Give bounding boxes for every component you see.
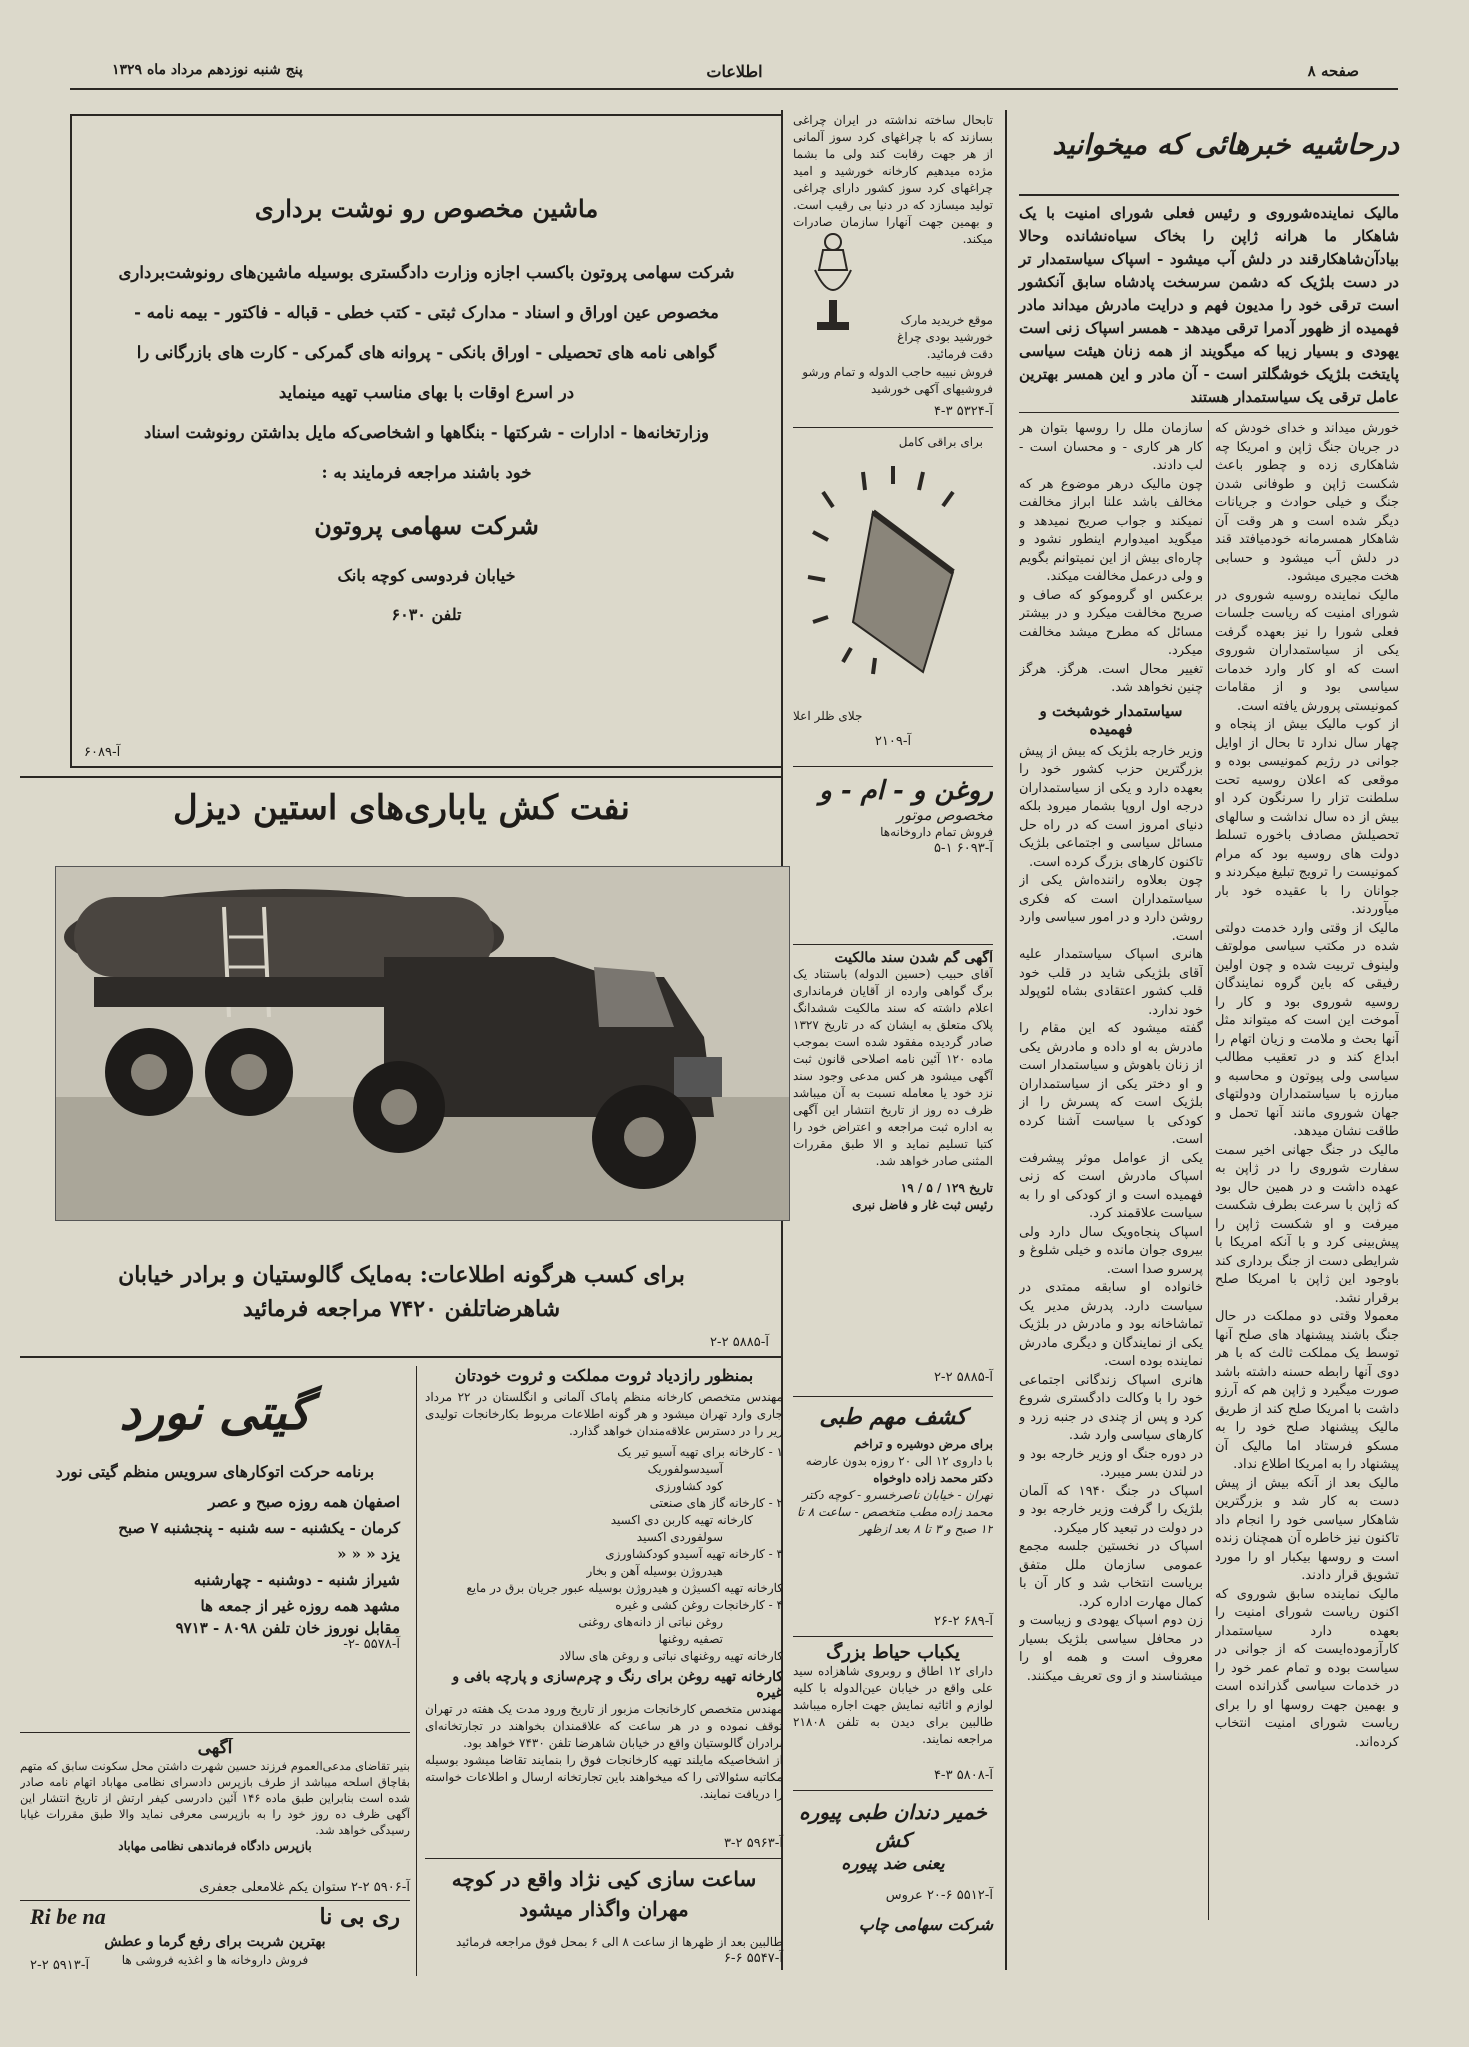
paragraph: خانواده او سابقه ممتدی در سیاست دارد. پدرش مدیر یک تماشاخانه بود و مادرش در بلژیک یکی از نمایندگان و دیگری مادرش نماینده بوده است. <box>1019 1280 1203 1369</box>
column-divider <box>1208 420 1209 1920</box>
watch-shop-ad <box>425 1864 783 1974</box>
paragraph: چون مالیک درهر موضوع هر که مخالف باشد علنا ابراز مخالفت نمیکند و جواب صریح نمیدهد و میگوید امیدوارم اینطور نشود و چاره‌ای بیش از این نمیتوانم بگویم و ولی درعمل مخالفت میکند. <box>1019 476 1203 584</box>
paragraph: مالیک نماینده سابق شوروی که اکنون ریاست شورای امنیت را بعهده دارد سیاستمدار کارآزموده‌ایست که از جوانی در سیاست بوده و تمام عمر خود را در خدمات سیاسی گذرانده است و بهمین جهت روسها او را برای ریاست شورای امنیت انتخاب کرده‌اند. <box>1215 1586 1399 1750</box>
proton-line: وزارتخانه‌ها - ادارات - شرکتها - بنگاهها و اشخاصی‌که مایل بداشتن رونوشت اسناد <box>144 423 709 442</box>
house-code: آ-۵۸۰۸ ۳-۴ <box>933 1768 993 1783</box>
factory-item: کارخانه تهیه اکسیژن و هیدروژن بوسیله عبور جریان برق در مایع <box>466 1581 783 1595</box>
proton-company: شرکت سهامی پروتون <box>314 511 539 540</box>
title-rule <box>1019 194 1399 196</box>
discovery-line: تهران - خیابان ناصرخسرو - کوچه دکتر محمد زاده مطب متخصص - ساعت ۸ تا ۱۲ صبح و ۳ تا ۸ بعد ازظهر <box>797 1488 993 1536</box>
oil-brand: روغن و - ام - و <box>819 776 993 806</box>
watch-title: ساعت سازی کیی نژاد واقع در کوچه مهران واگذار میشود <box>451 1867 757 1921</box>
lost-deed-notice <box>793 950 993 1396</box>
lamp-ad-code: آ-۵۳۲۴ ۳-۴ <box>933 404 993 419</box>
section-rule <box>20 1356 783 1358</box>
notice-body: آقای حبیب (حسین الدوله) باستناد یک برگ گواهی وارده از آقایان فرمانداری اعلام داشته که سند مالکیت ششدانگ پلاک متعلق به ایشان که در تاریخ ۱۳۲۷ صادر گردیده مفقود شده است بموجب ماده ۱۲۰ آئین نامه اصلاحی قانون ثبت آگهی میشود هر کس مدعی وجود سند نزد خود یا معامله نسبت به آن میباشد ظرف ده روز از تاریخ انتشار این آگهی به اداره ثبت مراجعه و اعتراض خود را کتبا تسلیم نماید و الا طبق مقررات المثنی صادر خواهد شد. <box>793 967 993 1168</box>
giti-nord-ad <box>20 1370 410 1730</box>
proton-body <box>72 253 781 493</box>
paragraph: برعکس او گروموکو که صاف و صریح مخالفت میکرد و در بیشتر مسائل که مطرح میشد مخالفت میکرد. <box>1019 587 1203 658</box>
column-lead: مالیک نماینده‌شوروی و رئیس فعلی شورای امنیت با یک شاهکار ما هرانه ژاپن را بخاک سیاه‌نشانده وحالا بیادآن‌شاهکارقند در دلش آب میشود - اسپاک سیاستمدار تر در دست بلژیک که دشمن سرسخت پادشاه سابق آنکشور است ترقی خود را مدیون فهم و درایت مادرش میداند مادر فهمیده از ظهور آدمرا ترقی میدهد - همسر اسپاک زنی است یهودی و بسیار زیبا که میگویند از همه زنان هیئت سیاسی پایتخت بلژیک خوشگلتر است - آن مادر و این همسر بهترین عامل ترقی یک سیاستمدار هستند <box>1019 204 1399 406</box>
giti-code: آ-۵۵۷۸ -۲- <box>343 1637 400 1652</box>
ad-divider <box>793 766 993 767</box>
ribena-line: فروش داروخانه ها و اغذیه فروشی ها <box>121 1953 309 1967</box>
factories-outro: از اشخاصیکه مایلند تهیه کارخانجات فوق را بنمایند تقاضا میشود بوسیله مکاتبه سئوالاتی را که میخواهند باین تجارتخانه ارسال و اطلاعات خواسته را دریافت نمایند. <box>425 1753 783 1801</box>
house-title: یکباب حیاط بزرگ <box>826 1642 960 1663</box>
proton-phone: تلفن ۶۰۳۰ <box>391 605 462 624</box>
notice-code: آ-۵۹۰۶ ۲-۲ ستوان یکم غلامعلی جعفری <box>199 1880 410 1895</box>
column-rule <box>416 1366 417 1976</box>
factories-code: آ-۵۹۶۳ ۲-۳ <box>723 1836 783 1851</box>
schedule-row: اصفهان همه روزه صبح و عصر <box>208 1493 400 1511</box>
column-text-b <box>1019 420 1203 1920</box>
house-body: دارای ۱۲ اطاق و روبروی شاهزاده سید علی واقع در خیابان عین‌الدوله با کلیه لوازم و اثاثیه نمایش جهت اجاره میباشد طالبین برای دیدن به تلفن ۲۱۸۰۸ مراجعه نمایند. <box>793 1664 993 1746</box>
toothpaste-ad <box>793 1798 993 1973</box>
factory-item: روغن نباتی از دانه‌های روغنی <box>578 1615 723 1629</box>
paper-name: اطلاعات <box>706 62 763 81</box>
ribena-ad <box>20 1904 410 1976</box>
paragraph: مالیک در جنگ جهانی اخیر سمت سفارت شوروی را در ژاپن به عهده داشت و در همین حال بود که ژاپن با سرعت بطرف شکست میرفت و او شکست ژاپن را پیش‌بینی کرد و با آنکه امریکا با شرایطی دست از جنگ برداری کند باوجود این ژاپن با امریکا صلح برقرار نشد. <box>1215 1142 1399 1306</box>
proton-ad <box>70 114 783 768</box>
page-label: صفحه ۸ <box>1307 62 1359 80</box>
factory-item: کارخانه تهیه روغنهای نباتی و روغن های سالاد <box>559 1649 783 1663</box>
giti-schedule <box>20 1489 410 1619</box>
column-text-a <box>1215 420 1399 1920</box>
shine-ad-code: آ-۲۱۰۹ <box>874 734 912 749</box>
watch-code: آ-۵۵۴۷ ۶-۶ <box>723 1951 783 1966</box>
ad-divider <box>793 427 993 428</box>
ad-divider <box>793 1636 993 1637</box>
lamp-ad <box>793 112 993 764</box>
factories-intro: مهندس متخصص کارخانه منظم پاماک آلمانی و انگلستان در ۲۲ مرداد جاری وارد تهران میشود و هر گونه اطلاعات مربوط بکارخانجات تولیدی زیر را در دسترس علاقه‌مندان خواهد گذارد. <box>425 1390 783 1438</box>
toothpaste-sub: یعنی ضد پیوره <box>841 1854 945 1874</box>
tanker-photo <box>55 866 790 1221</box>
oil-ad <box>793 776 993 871</box>
toothpaste-code: آ-۵۵۱۲ ۶-۲۰ عروس <box>885 1888 993 1903</box>
factory-item: ۳ - کارخانه تهیه آسیدو کودکشاورزی <box>605 1547 783 1561</box>
proton-line: مخصوص عین اوراق و اسناد - مدارک ثبتی - کتب خطی - قباله - فاکتور - بیمه نامه - <box>134 303 719 322</box>
paragraph: مالیک نماینده روسیه شوروی در شورای امنیت که ریاست جلسات فعلی شورا را نیز بعهده گرفت یکی از سیاستمداران شوروی است که او کار وارد خدمات سیاسی بود و از مقامات کمونیستی پرورش یافته است. <box>1215 587 1399 714</box>
column-subtitle: سیاستمدار خوشبخت و فهمیده <box>1039 701 1183 738</box>
paragraph: اسپاک پنجاه‌ویک سال دارد ولی بیروی جوان مانده و خیلی شلوغ و پرسرو صدا است. <box>1019 1224 1203 1277</box>
factories-title: بمنظور رازدیاد ثروت مملکت و ثروت خودتان <box>454 1366 754 1385</box>
discovery-line: با داروی ۱۲ الی ۲۰ روزه بدون عارضه <box>805 1454 993 1468</box>
tanker-caption-line: برای کسب هرگونه اطلاعات: به‌مایک گالوستیان و برادر خیابان <box>118 1262 685 1288</box>
paragraph: چون بعلاوه راننده‌اش یکی از سیاستمداران است که فکری روشن دارد و در امور سیاسی وارد است. <box>1019 873 1203 944</box>
issue-date: پنج شنبه نوزدهم مرداد ماه ۱۳۲۹ <box>112 62 303 78</box>
factories-outro: مهندس متخصص کارخانجات مزبور از تاریخ ورود مدت یک هفته در تهران توقف نموده و در هر ساعت که علاقمندان بخواهند در تجارتخانه‌ای برادران گالوستیان واقع در خیابان شاهرضا تلفن ۷۴۳۰ خواهد بود. <box>425 1702 783 1750</box>
paragraph: اسپاک در جنگ ۱۹۴۰ که آلمان بلژیک را گرفت وزیر خارجه بود و در دولت در تبعید کار میکرد. <box>1019 1483 1203 1536</box>
medical-discovery-ad <box>793 1404 993 1614</box>
ribena-line: بهترین شربت برای رفع گرما و عطش <box>104 1934 326 1950</box>
ribena-latin: Ri be na <box>30 1904 106 1929</box>
factory-item: آسیدسولفوریک <box>647 1462 723 1476</box>
proton-line: خود باشند مراجعه فرمایند به : <box>321 463 532 482</box>
print-company: شرکت سهامی چاپ <box>858 1915 993 1934</box>
oil-code: آ-۶۰۹۳ ۱-۵ <box>933 841 993 856</box>
paragraph: مالیک بعد از آنکه بیش از پیش دست به کار شد و بزرگترین شاهکار سیاسی خود را انجام داد تاکنون نیز خاطره آن همچنان زنده است و روسها بیکبار او را مورد تشویق قرار دادند. <box>1215 1475 1399 1583</box>
column-title: درحاشیه خبرهائی که میخوانید <box>1052 128 1399 161</box>
lamp-icon <box>793 230 873 340</box>
notice-code: آ-۵۸۸۵ ۲-۲ <box>933 1370 993 1385</box>
shine-ad-caption-top: برای براقی کامل <box>898 435 983 449</box>
ad-divider <box>20 1732 410 1733</box>
factory-item: سولفوردی اکسید <box>636 1530 723 1544</box>
proton-line: گواهی نامه های تحصیلی - اوراق بانکی - پروانه های گمرکی - کارت های بازرگانی را <box>136 343 717 362</box>
notice-heading: آگهی <box>197 1738 233 1758</box>
house-for-rent-ad <box>793 1642 993 1768</box>
factory-item: ۲ - کارخانه گاز های صنعتی <box>649 1496 783 1510</box>
header-rule <box>70 88 1398 90</box>
giti-address: مقابل نوروز خان تلفن ۸۰۹۸ - ۹۷۱۳ <box>175 1619 400 1637</box>
lead-rule <box>1019 412 1399 413</box>
paragraph: در دوره جنگ او وزیر خارجه بود و در لندن بسر میبرد. <box>1019 1446 1203 1480</box>
ad-divider <box>793 1790 993 1791</box>
factory-item: ۴ - کارخانجات روغن کشی و غیره <box>615 1598 783 1612</box>
proton-line: شرکت سهامی پروتون باکسب اجازه وزارت دادگستری بوسیله ماشین‌های رونوشت‌برداری <box>118 263 735 282</box>
proton-address: خیابان فردوسی کوچه بانک <box>337 566 516 585</box>
toothpaste-title: خمیر دندان طبی پیوره کش <box>799 1800 987 1852</box>
tanker-title: نفت کش یاباری‌های استین دیزل <box>173 788 630 828</box>
proton-code: آ-۶۰۸۹ <box>84 745 121 760</box>
paragraph: اسپاک در نخستین جلسه مجمع عمومی سازمان ملل متفق بریاست انتخاب شد و کار آن با کمال مهارت اداره کرد. <box>1019 1539 1203 1610</box>
paragraph: هانری اسپاک زندگانی اجتماعی خود را با وکالت دادگستری شروع کرد و پس از چندی در جنبه زرد و کارهای سیاسی وارد شد. <box>1019 1372 1203 1443</box>
watch-body: طالبین بعد از ظهرها از ساعت ۸ الی ۶ بمحل فوق مراجعه فرمائید <box>455 1935 783 1949</box>
discovery-title: کشف مهم طبی <box>819 1404 967 1430</box>
proton-title: ماشین مخصوص رو نوشت برداری <box>254 194 599 223</box>
tanker-code: آ-۵۸۸۵ ۲-۲ <box>709 1335 769 1350</box>
paragraph: از کوب مالیک بیش از پنجاه و چهار سال ندارد تا بحال از اوایل جوانی در رژیم کمونیسی بوده و موقعی که اعلان روسیه تحت سلطنت تزار را سرنگون کرد او بیش از ده سال نداشت و سالهای تحصیلش مصادف باخوره تسلط دولت های روسیه بود که مرام کمونیست را ترویج تبلیغ میکردند و جوانان را با عقیده خود بار میآوردند. <box>1215 717 1399 917</box>
factory-item: تصفیه روغنها <box>658 1632 723 1646</box>
column-rule <box>1005 110 1007 1970</box>
tanker-truck-icon <box>55 867 789 1221</box>
schedule-row: یزد « « « <box>337 1545 400 1563</box>
notice-signature: بازپرس دادگاه فرماندهی نظامی مهاباد <box>118 1839 312 1853</box>
ad-divider <box>20 1900 410 1901</box>
schedule-row: کرمان - یکشنبه - سه شنبه - پنجشنبه ۷ صبح <box>118 1519 400 1537</box>
ribena-persian: ری بی نا <box>319 1904 400 1930</box>
factories-ad <box>425 1366 783 1836</box>
schedule-row: شیراز شنبه - دوشنبه - چهارشنبه <box>193 1571 400 1589</box>
ad-divider <box>793 944 993 945</box>
tanker-caption <box>20 1258 783 1326</box>
giti-title: گیتی نورد <box>119 1385 311 1441</box>
oil-shops: فروش تمام داروخانه‌ها <box>880 825 993 839</box>
section-rule <box>20 776 783 778</box>
tanker-caption-line: شاهرضاتلفن ۷۴۲۰ مراجعه فرمائید <box>242 1296 561 1322</box>
paragraph: گفته میشود که این مقام را مادرش به او داده و مادرش یکی از زنان باهوش و سیاستمدار است و او دختر یکی از سیاستمداران بلژیک است که پسرش را از کودکی با سیاست آشنا کرده است. <box>1019 1021 1203 1147</box>
lamp-ad-shops: فروش نبیبه حاجب الدوله و تمام ورشو فروشیهای آکهی خورشید <box>802 365 993 396</box>
notice-text: بنیر تقاضای مدعی‌العموم فرزند حسین شهرت داشتن محل سکونت سابق که متهم بقاچاق اسلحه میباشد از طرف بازپرس دادسرای نظامی مهاباد اتهام نامه صادر شده است بنابراین طبق ماده ۱۴۶ آئین دادرسی کیفر ارتش از تاریخ انتشار این آگهی ظرف ده روز خود را به بازپرسی معرفی نماید والا طبق مقررات غیابا رسیدگی خواهد شد. <box>20 1759 410 1837</box>
shine-product-icon <box>803 452 983 702</box>
oil-sub: مخصوص موتور <box>896 806 993 824</box>
factories-list <box>425 1444 783 1665</box>
discovery-code: آ-۶۸۹ ۲-۲۶ <box>933 1614 993 1629</box>
paragraph: هانری اسپاک سیاستمدار علیه‌ آقای بلژیکی شاید در قلب خود قلب کشور اعتقادی بشاه لئوپولد خود ندارد. <box>1019 947 1203 1018</box>
notice-date: تاریخ ۱۲۹ / ۵ / ۱۹ <box>900 1181 993 1195</box>
ribena-code: آ-۵۹۱۳ ۲-۲ <box>30 1958 90 1973</box>
lamp-ad-note: موقع خریدید مارک خورشید بودی چراغ دقت فرمائید. <box>897 313 993 361</box>
notice-sign: رئیس ثبت غار و فاضل نبری <box>852 1198 993 1212</box>
notice-title: آگهی گم شدن سند مالکیت <box>834 950 993 966</box>
factory-item: کارخانه تهیه کاربن دی اکسید <box>610 1513 753 1527</box>
paragraph: وزیر خارجه بلژیک که بیش از پیش بزرگترین حزب کشور خود را بعهده دارد و یکی از سیاستمداران درجه اول اروپا بشمار میرود بلکه دنیای امروز است که در راه حل مسائل سیاسی و اجتماعی بلژیک تاکنون کارهای بزرگ کرده است. <box>1019 743 1203 870</box>
paragraph: سازمان ملل را روسها بتوان هر کار هر کاری - و محسان است - لب دادند. <box>1019 421 1203 473</box>
paragraph: زن دوم اسپاک یهودی و زیباست و در محافل سیاسی بلژیک بسیار معروف است و همه او را میشناسند و از وی تعریف میکنند. <box>1019 1613 1203 1684</box>
military-notice <box>20 1738 410 1880</box>
proton-line: در اسرع اوقات با بهای مناسب تهیه مینماید <box>278 383 575 402</box>
factory-item: کود کشاورزی <box>655 1479 723 1493</box>
shine-ad-caption-bottom: جلای ظلر اعلا <box>793 709 863 723</box>
schedule-row: مشهد همه روزه غیر از جمعه ها <box>200 1597 400 1615</box>
discovery-line: دکتر محمد زاده داوخواه <box>873 1471 993 1485</box>
paragraph: خورش میداند و خدای خودش که در جریان جنگ ژاپن و امریکا چه شاهکاری زده و چطور باعث شکست ژاپن و طوفانی شدن جنگ و خیلی حوادث و جریانات دیگر شده است و هر وقت آن شاهکار همسرمانه خودمیافتد قند در دلش آب میشود و حسابی هخت مجیری میشود. <box>1215 421 1399 584</box>
paragraph: تغییر محال است. هرگز. هرگز چنین نخواهد شد. <box>1019 661 1203 695</box>
factory-item: ۱ - کارخانه برای تهیه آسیو تیر یک <box>617 1445 783 1459</box>
factory-item: هیدروژن بوسیله آهن و بخار <box>586 1564 723 1578</box>
paragraph: یکی از عوامل موثر پیشرفت اسپاک مادرش است که زنی فهمیده است و از کودکی او را به سیاست علاقمند کرد. <box>1019 1150 1203 1221</box>
paragraph: معمولا وقتی دو مملکت در حال جنگ باشند پیشنهاد های صلح آنها توسط یک مملکت ثالث که با هر دوی آنها رابطه حسنه داشته باشد صورت میگیرد و ژاپن هم که آرزو داشت با امریکا صلح کند از طریق مالیک پیشنهاد صلح خود را به مسکو فرستاد اما مالیک آن پیشنهاد را به امریکا اطلاع نداد. <box>1215 1309 1399 1472</box>
ad-divider <box>425 1858 783 1859</box>
discovery-line: برای مرض دوشیره و تراخم <box>853 1437 993 1451</box>
factories-bold-line: کارخانه تهیه روغن برای رنگ و چرم‌سازی و پارچه بافی و غیره <box>452 1669 783 1701</box>
giti-sub: برنامه حرکت اتوکارهای سرویس منظم گیتی نورد <box>55 1462 375 1481</box>
paragraph: مالیک از وقتی وارد خدمت دولتی شده در مکتب سیاسی مولوتف ولینوف تربیت شده و چون اولین رفیقی که باین گروه نمایندگان روسیه شوروی بود و کار را آموخت این است که میتواند مثل آنها بحث و ملامت و زیان اتهام را ابداع کند و در تعقیب مطالب سیاسی ولی پیوتون و محاسبه و مبارزه با سیاستمداران ودولتهای جهان شوروی مانند آنها تحمل و طاقت نشان میدهد. <box>1215 920 1399 1139</box>
lamp-ad-text: تابحال ساخته نداشته در ایران چراغی بسازند که با چراغهای کرد سوز آلمانی از هر جهت رقابت کند ولی ما بشما مژده میدهیم کارخانه خورشید و امید چراغهای کرد سوز کشور دارای چراغی تولید میسازد که در دنیا بی رقیب است. و بهمین جهت آنهارا سازمان صادرات میکند. <box>793 113 993 246</box>
ad-divider <box>793 1396 993 1397</box>
